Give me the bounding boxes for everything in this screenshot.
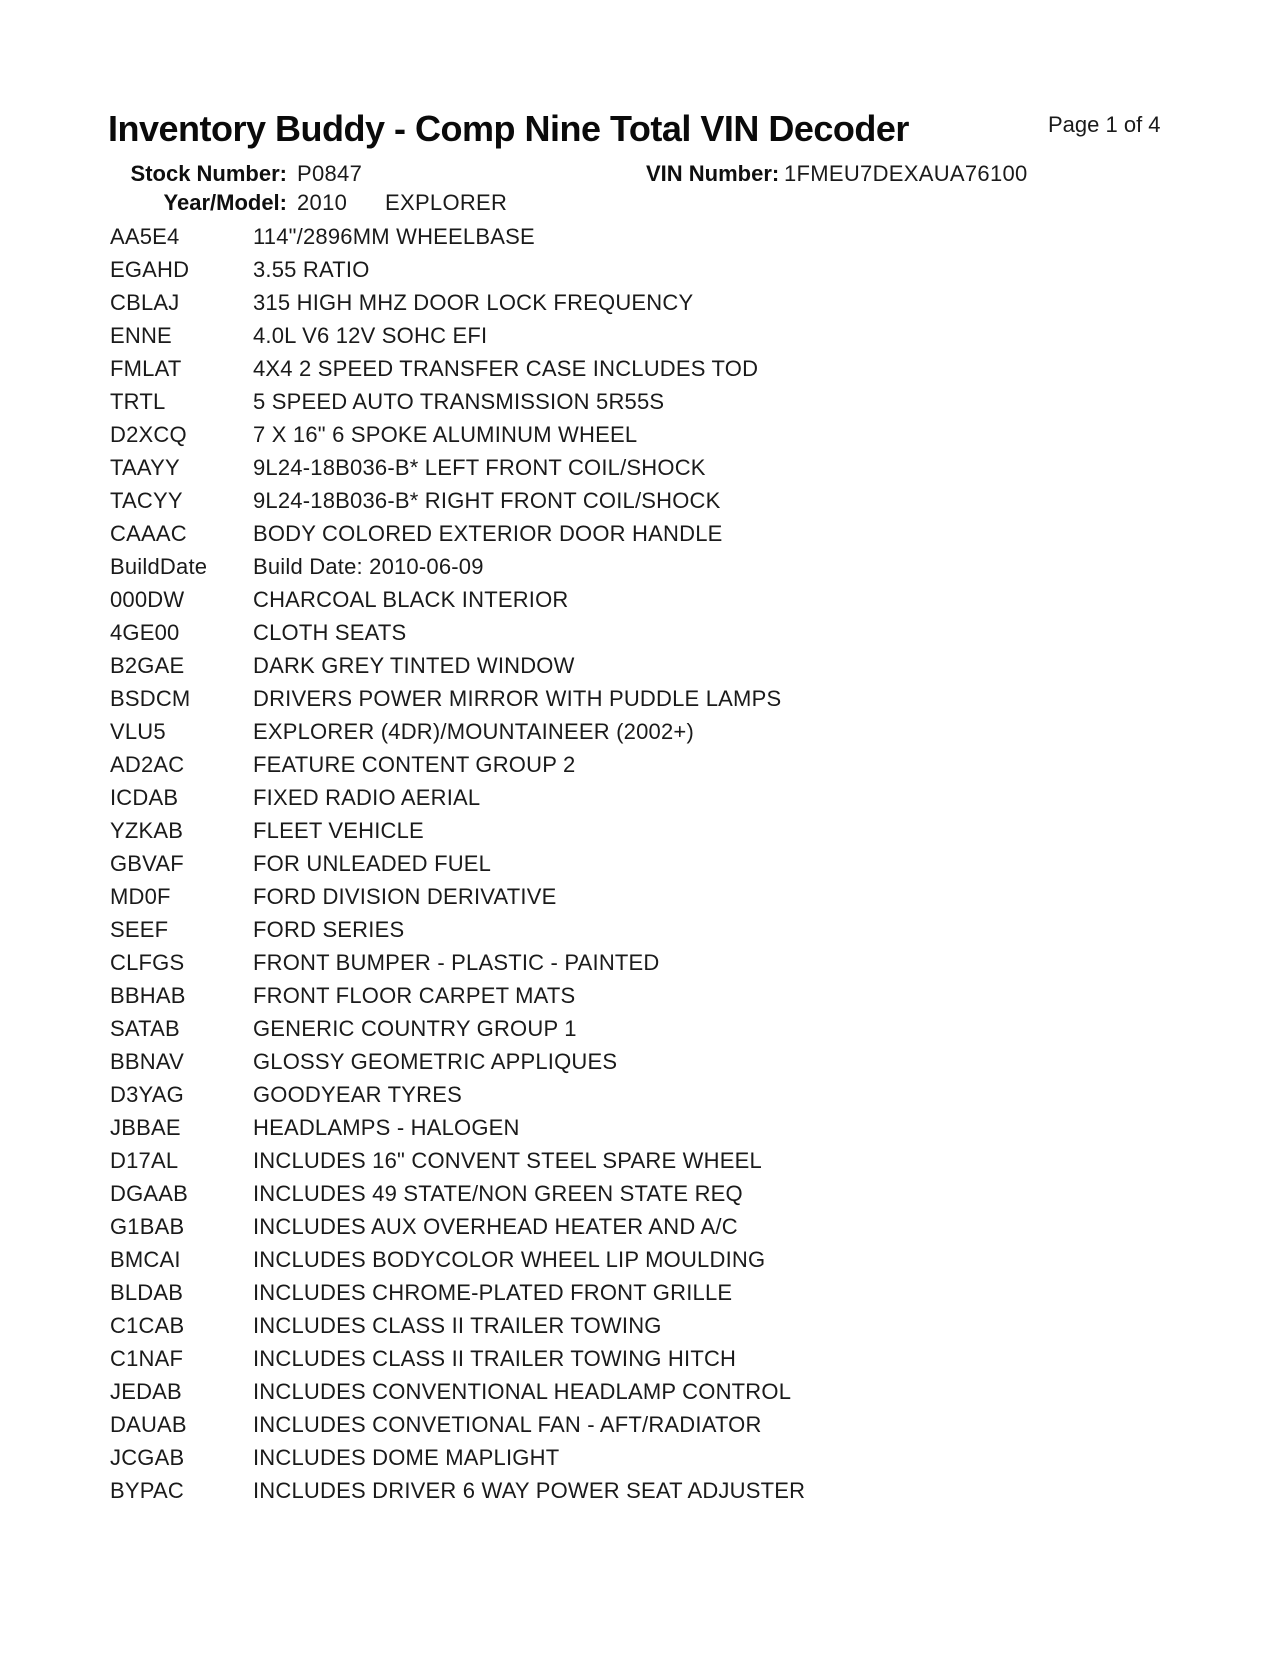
option-code: BBNAV bbox=[110, 1049, 184, 1074]
option-row bbox=[110, 851, 491, 884]
option-description: GOODYEAR TYRES bbox=[253, 1082, 462, 1107]
option-row bbox=[110, 554, 484, 587]
page-title: Inventory Buddy - Comp Nine Total VIN Decoder bbox=[108, 108, 909, 149]
option-code: TACYY bbox=[110, 488, 183, 513]
option-code: G1BAB bbox=[110, 1214, 185, 1239]
option-description: INCLUDES AUX OVERHEAD HEATER AND A/C bbox=[253, 1214, 738, 1239]
option-row bbox=[110, 1181, 743, 1214]
option-description: FEATURE CONTENT GROUP 2 bbox=[253, 752, 576, 777]
option-description: DRIVERS POWER MIRROR WITH PUDDLE LAMPS bbox=[253, 686, 782, 711]
option-code: ENNE bbox=[110, 323, 172, 348]
option-row bbox=[110, 653, 575, 686]
option-description: FORD DIVISION DERIVATIVE bbox=[253, 884, 557, 909]
option-description: INCLUDES CLASS II TRAILER TOWING HITCH bbox=[253, 1346, 737, 1371]
option-description: 3.55 RATIO bbox=[253, 257, 370, 282]
option-code: FMLAT bbox=[110, 356, 182, 381]
option-row bbox=[110, 422, 637, 455]
option-description: INCLUDES 16" CONVENT STEEL SPARE WHEEL bbox=[253, 1148, 762, 1173]
option-description: CHARCOAL BLACK INTERIOR bbox=[253, 587, 569, 612]
option-row bbox=[110, 1049, 617, 1082]
option-description: FIXED RADIO AERIAL bbox=[253, 785, 481, 810]
option-row bbox=[110, 620, 406, 653]
option-code: TAAYY bbox=[110, 455, 180, 480]
option-code: JCGAB bbox=[110, 1445, 185, 1470]
option-code: D17AL bbox=[110, 1148, 179, 1173]
option-row bbox=[110, 1412, 762, 1445]
option-description: INCLUDES BODYCOLOR WHEEL LIP MOULDING bbox=[253, 1247, 766, 1272]
option-row bbox=[110, 1313, 662, 1346]
option-description: INCLUDES CLASS II TRAILER TOWING bbox=[253, 1313, 662, 1338]
option-code: DAUAB bbox=[110, 1412, 187, 1437]
option-code: 4GE00 bbox=[110, 620, 180, 645]
option-description: INCLUDES 49 STATE/NON GREEN STATE REQ bbox=[253, 1181, 743, 1206]
option-description: INCLUDES CONVETIONAL FAN - AFT/RADIATOR bbox=[253, 1412, 762, 1437]
option-description: INCLUDES CONVENTIONAL HEADLAMP CONTROL bbox=[253, 1379, 792, 1404]
option-description: INCLUDES DOME MAPLIGHT bbox=[253, 1445, 560, 1470]
option-code: JEDAB bbox=[110, 1379, 182, 1404]
option-row bbox=[110, 521, 723, 554]
option-code: BYPAC bbox=[110, 1478, 184, 1503]
option-row bbox=[110, 752, 575, 785]
option-row bbox=[110, 224, 535, 257]
option-row bbox=[110, 1214, 738, 1247]
option-row bbox=[110, 1379, 791, 1412]
option-code: GBVAF bbox=[110, 851, 184, 876]
option-code: TRTL bbox=[110, 389, 166, 414]
option-row bbox=[110, 1115, 520, 1148]
option-row bbox=[110, 1478, 805, 1511]
option-code: CAAAC bbox=[110, 521, 187, 546]
option-description: EXPLORER (4DR)/MOUNTAINEER (2002+) bbox=[253, 719, 694, 744]
option-description: 7 X 16" 6 SPOKE ALUMINUM WHEEL bbox=[253, 422, 638, 447]
option-row bbox=[110, 1247, 765, 1280]
option-code: DGAAB bbox=[110, 1181, 189, 1206]
option-description: 9L24-18B036-B* LEFT FRONT COIL/SHOCK bbox=[253, 455, 706, 480]
option-description: 114"/2896MM WHEELBASE bbox=[253, 224, 535, 249]
option-code: BuildDate bbox=[110, 554, 208, 579]
option-row bbox=[110, 785, 480, 818]
option-description: INCLUDES CHROME-PLATED FRONT GRILLE bbox=[253, 1280, 733, 1305]
option-code: EGAHD bbox=[110, 257, 190, 282]
year-value: 2010 bbox=[297, 190, 348, 215]
option-description: 9L24-18B036-B* RIGHT FRONT COIL/SHOCK bbox=[253, 488, 721, 513]
option-description: Build Date: 2010-06-09 bbox=[253, 554, 484, 579]
option-row bbox=[110, 719, 694, 752]
option-description: GENERIC COUNTRY GROUP 1 bbox=[253, 1016, 577, 1041]
option-row bbox=[110, 1445, 559, 1478]
option-description: DARK GREY TINTED WINDOW bbox=[253, 653, 575, 678]
stock-number-value: P0847 bbox=[297, 161, 363, 186]
option-code: CBLAJ bbox=[110, 290, 180, 315]
option-description: FRONT BUMPER - PLASTIC - PAINTED bbox=[253, 950, 660, 975]
option-description: FOR UNLEADED FUEL bbox=[253, 851, 492, 876]
option-row bbox=[110, 1148, 762, 1181]
option-description: HEADLAMPS - HALOGEN bbox=[253, 1115, 520, 1140]
option-code: 000DW bbox=[110, 587, 185, 612]
option-row bbox=[110, 1280, 732, 1313]
option-row bbox=[110, 356, 758, 389]
option-code: SATAB bbox=[110, 1016, 180, 1041]
option-row bbox=[110, 686, 781, 719]
option-row bbox=[110, 1346, 736, 1379]
option-code: D3YAG bbox=[110, 1082, 184, 1107]
option-row bbox=[110, 884, 556, 917]
option-description: 315 HIGH MHZ DOOR LOCK FREQUENCY bbox=[253, 290, 694, 315]
option-description: 5 SPEED AUTO TRANSMISSION 5R55S bbox=[253, 389, 665, 414]
option-description: CLOTH SEATS bbox=[253, 620, 407, 645]
option-code: D2XCQ bbox=[110, 422, 187, 447]
option-code: YZKAB bbox=[110, 818, 184, 843]
option-code: ICDAB bbox=[110, 785, 179, 810]
option-code: B2GAE bbox=[110, 653, 185, 678]
stock-number-label: Stock Number: bbox=[130, 161, 287, 186]
option-row bbox=[110, 587, 569, 620]
option-code: C1NAF bbox=[110, 1346, 184, 1371]
option-code: SEEF bbox=[110, 917, 169, 942]
option-code: BMCAI bbox=[110, 1247, 181, 1272]
option-description: FLEET VEHICLE bbox=[253, 818, 424, 843]
option-row bbox=[110, 983, 575, 1016]
option-code: C1CAB bbox=[110, 1313, 185, 1338]
option-description: 4.0L V6 12V SOHC EFI bbox=[253, 323, 488, 348]
option-row bbox=[110, 917, 404, 950]
option-code: BSDCM bbox=[110, 686, 191, 711]
option-row bbox=[110, 488, 721, 521]
option-row bbox=[110, 389, 664, 422]
page-number-indicator: Page 1 of 4 bbox=[1048, 112, 1161, 137]
option-code: JBBAE bbox=[110, 1115, 181, 1140]
option-description: GLOSSY GEOMETRIC APPLIQUES bbox=[253, 1049, 618, 1074]
option-code: BLDAB bbox=[110, 1280, 184, 1305]
option-description: BODY COLORED EXTERIOR DOOR HANDLE bbox=[253, 521, 723, 546]
option-row bbox=[110, 950, 660, 983]
vin-number-value: 1FMEU7DEXAUA76100 bbox=[784, 161, 1028, 186]
option-row bbox=[110, 818, 424, 851]
option-code: AD2AC bbox=[110, 752, 185, 777]
year-model-label: Year/Model: bbox=[163, 190, 287, 215]
option-row bbox=[110, 455, 706, 488]
option-row bbox=[110, 323, 487, 356]
option-description: 4X4 2 SPEED TRANSFER CASE INCLUDES TOD bbox=[253, 356, 759, 381]
option-code: BBHAB bbox=[110, 983, 186, 1008]
vin-number-label: VIN Number: bbox=[646, 161, 780, 186]
option-row bbox=[110, 257, 370, 290]
option-code: MD0F bbox=[110, 884, 171, 909]
option-description: FORD SERIES bbox=[253, 917, 405, 942]
option-description: INCLUDES DRIVER 6 WAY POWER SEAT ADJUSTER bbox=[253, 1478, 806, 1503]
option-row bbox=[110, 290, 693, 323]
option-row bbox=[110, 1082, 462, 1115]
option-row bbox=[110, 1016, 577, 1049]
option-code: CLFGS bbox=[110, 950, 185, 975]
option-description: FRONT FLOOR CARPET MATS bbox=[253, 983, 576, 1008]
model-value: EXPLORER bbox=[385, 190, 508, 215]
option-code: AA5E4 bbox=[110, 224, 180, 249]
option-code: VLU5 bbox=[110, 719, 166, 744]
